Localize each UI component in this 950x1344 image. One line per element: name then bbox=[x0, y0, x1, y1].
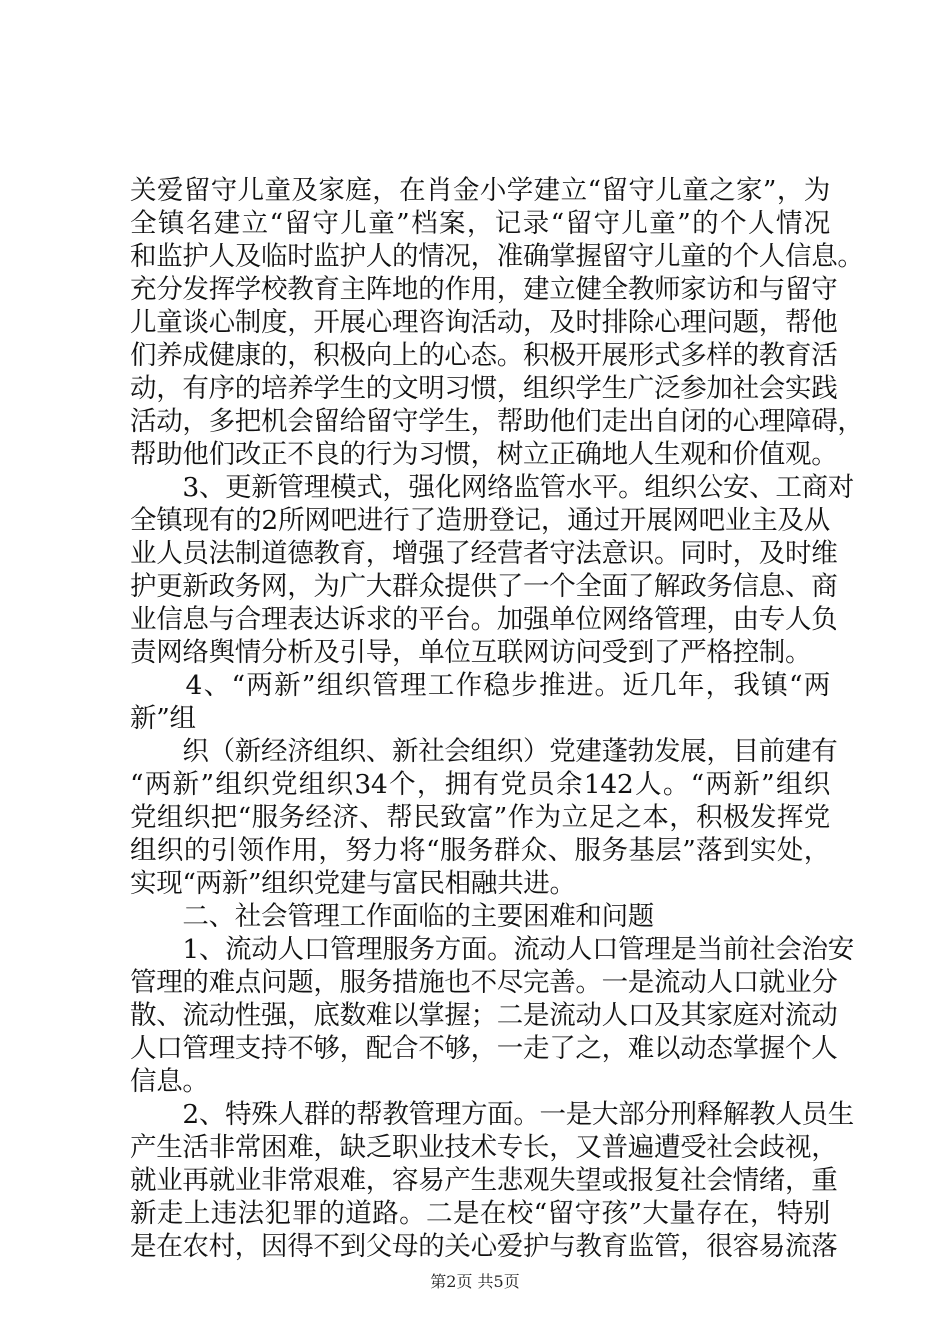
text-line: 散、流动性强，底数难以掌握；二是流动人口及其家庭对流动 bbox=[130, 1000, 838, 1031]
text-line: 3、更新管理模式，强化网络监管水平。组织公安、工商对 bbox=[130, 472, 854, 503]
page-number: 第2页 共5页 bbox=[430, 1272, 520, 1291]
text-line: 和监护人及临时监护人的情况，准确掌握留守儿童的个人信息。 bbox=[130, 241, 864, 272]
text-line: 护更新政务网，为广大群众提供了一个全面了解政务信息、商 bbox=[130, 571, 838, 602]
text-line: 全镇现有的2所网吧进行了造册登记，通过开展网吧业主及从 bbox=[130, 505, 830, 536]
text-line: 人口管理支持不够，配合不够，一走了之，难以动态掌握个人 bbox=[130, 1033, 838, 1064]
text-line: 产生活非常困难，缺乏职业技术专长，又普遍遭受社会歧视， bbox=[130, 1132, 838, 1163]
text-line: 帮助他们改正不良的行为习惯，树立正确地人生观和价值观。 bbox=[130, 439, 838, 470]
text-line: 活动，多把机会留给留守学生，帮助他们走出自闭的心理障碍， bbox=[130, 406, 864, 437]
text-line: 业人员法制道德教育，增强了经营者守法意识。同时，及时维 bbox=[130, 538, 838, 569]
text-line: 儿童谈心制度，开展心理咨询活动，及时排除心理问题，帮他 bbox=[130, 307, 838, 338]
text-line: 织（新经济组织、新社会组织）党建蓬勃发展，目前建有 bbox=[130, 736, 838, 767]
text-line: 动，有序的培养学生的文明习惯，组织学生广泛参加社会实践 bbox=[130, 373, 838, 404]
text-line: 4、“两新”组织管理工作稳步推进。近几年，我镇“两 bbox=[130, 670, 830, 701]
text-line: 党组织把“服务经济、帮民致富”作为立足之本，积极发挥党 bbox=[130, 802, 830, 833]
text-line: 1、流动人口管理服务方面。流动人口管理是当前社会治安 bbox=[130, 934, 854, 965]
text-line: 充分发挥学校教育主阵地的作用，建立健全教师家访和与留守 bbox=[130, 274, 838, 305]
text-line: “两新”组织党组织34个，拥有党员余142人。“两新”组织 bbox=[130, 769, 830, 800]
text-line: 业信息与合理表达诉求的平台。加强单位网络管理，由专人负 bbox=[130, 604, 838, 635]
text-line: 是在农村，因得不到父母的关心爱护与教育监管，很容易流落 bbox=[130, 1231, 838, 1262]
text-line: 责网络舆情分析及引导，单位互联网访问受到了严格控制。 bbox=[130, 637, 812, 668]
text-line: 信息。 bbox=[130, 1066, 209, 1097]
text-line: 关爱留守儿童及家庭，在肖金小学建立“留守儿童之家”，为 bbox=[130, 175, 830, 206]
text-line: 2、特殊人群的帮教管理方面。一是大部分刑释解教人员生 bbox=[130, 1099, 854, 1130]
text-line: 全镇名建立“留守儿童”档案，记录“留守儿童”的个人情况 bbox=[130, 208, 830, 239]
text-line: 就业再就业非常艰难，容易产生悲观失望或报复社会情绪，重 bbox=[130, 1165, 838, 1196]
section-heading: 二、社会管理工作面临的主要困难和问题 bbox=[130, 901, 654, 932]
text-line: 们养成健康的，积极向上的心态。积极开展形式多样的教育活 bbox=[130, 340, 838, 371]
text-line: 组织的引领作用，努力将“服务群众、服务基层”落到实处， bbox=[130, 835, 830, 866]
text-line: 实现“两新”组织党建与富民相融共进。 bbox=[130, 868, 576, 899]
text-line: 管理的难点问题，服务措施也不尽完善。一是流动人口就业分 bbox=[130, 967, 838, 998]
text-line: 新”组 bbox=[130, 703, 196, 734]
text-line: 新走上违法犯罪的道路。二是在校“留守孩”大量存在，特别 bbox=[130, 1198, 830, 1229]
